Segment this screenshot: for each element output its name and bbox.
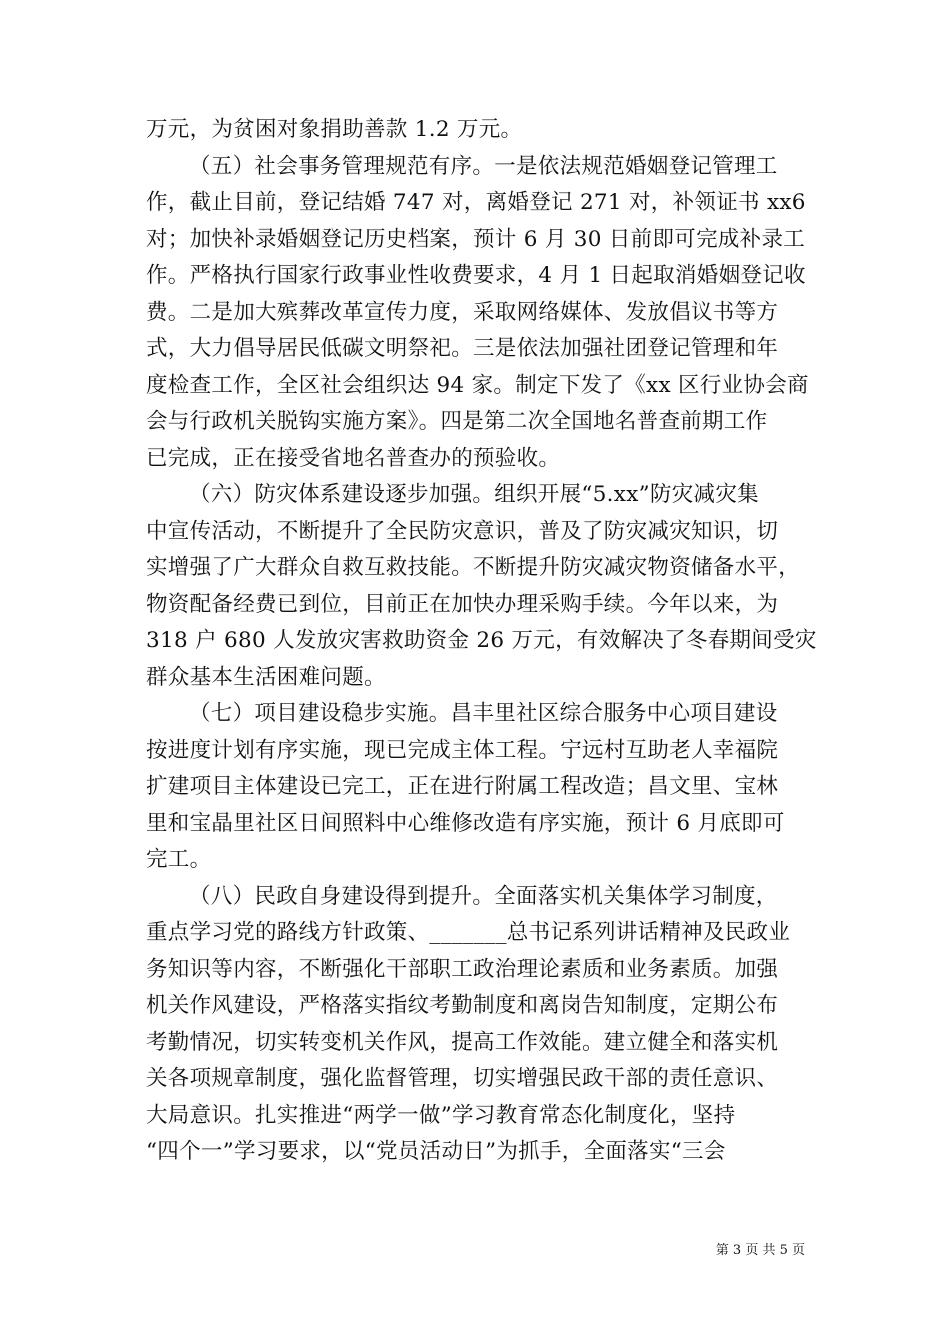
paragraph-first-line: （七）项目建设稳步实施。昌丰里社区综合服务中心项目建设 [189, 701, 778, 726]
document-body [146, 112, 817, 1171]
text-line: 实增强了广大群众自救互救技能。不断提升防灾减灾物资储备水平， [146, 555, 801, 580]
text-line: 式，大力倡导居民低碳文明祭祀。三是依法加强社团登记管理和年 [146, 336, 779, 361]
page-number-footer: 第 3 页 共 5 页 [715, 1243, 805, 1258]
paragraph-first-line: （五）社会事务管理规范有序。一是依法规范婚姻登记管理工 [189, 153, 778, 179]
paragraph-first-line: （八）民政自身建设得到提升。全面落实机关集体学习制度， [189, 883, 778, 909]
text-line: 考勤情况，切实转变机关作风，提高工作效能。建立健全和落实机 [146, 1029, 779, 1055]
text-line: 会与行政机关脱钩实施方案》。四是第二次全国地名普查前期工作 [146, 409, 768, 434]
text-line: 已完成，正在接受省地名普查办的预验收。 [146, 445, 561, 471]
text-line: 关各项规章制度，强化监督管理，切实增强民政干部的责任意识、 [146, 1066, 779, 1091]
text-line: 务知识等内容，不断强化干部职工政治理论素质和业务素质。加强 [146, 956, 779, 982]
text-line: 318 户 680 人发放灾害救助资金 26 万元，有效解决了冬春期间受灾 [146, 628, 817, 653]
text-line: 中宣传活动，不断提升了全民防灾意识，普及了防灾减灾知识，切 [146, 518, 779, 544]
text-line: 大局意识。扎实推进“两学一做”学习教育常态化制度化，坚持 [146, 1102, 736, 1128]
text-line: 作。严格执行国家行政事业性收费要求，4 月 1 日起取消婚姻登记收 [146, 263, 806, 288]
text-line: “四个一”学习要求，以“党员活动日”为抓手，全面落实“三会 [146, 1139, 726, 1164]
text-line: 里和宝晶里社区日间照料中心维修改造有序实施，预计 6 月底即可 [146, 810, 785, 836]
text-line: 机关作风建设，严格落实指纹考勤制度和离岗告知制度，定期公布 [146, 993, 779, 1018]
text-line: 重点学习党的路线方针政策、_______总书记系列讲话精神及民政业 [146, 920, 791, 945]
text-line: 物资配备经费已到位，目前正在加快办理采购手续。今年以来，为 [146, 591, 779, 617]
text-line: 扩建项目主体建设已完工，正在进行附属工程改造；昌文里、宝林 [146, 774, 779, 799]
text-line: 费。二是加大殡葬改革宣传力度，采取网络媒体、发放倡议书等方 [146, 299, 779, 325]
paragraph-first-line: （六）防灾体系建设逐步加强。组织开展“5.xx”防灾减灾集 [189, 482, 759, 507]
text-line: 按进度计划有序实施，现已完成主体工程。宁远村互助老人幸福院 [146, 737, 779, 763]
text-line: 度检查工作，全区社会组织达 94 家。制定下发了《xx 区行业协会商 [146, 372, 809, 398]
text-line: 万元，为贫困对象捐助善款 1.2 万元。 [146, 117, 523, 142]
text-line: 对；加快补录婚姻登记历史档案，预计 6 月 30 日前即可完成补录工 [146, 226, 806, 252]
text-line: 完工。 [146, 847, 212, 872]
text-line: 作，截止目前，登记结婚 747 对，离婚登记 271 对，补领证书 xx6 [146, 190, 806, 215]
text-line: 群众基本生活困难问题。 [146, 664, 386, 690]
